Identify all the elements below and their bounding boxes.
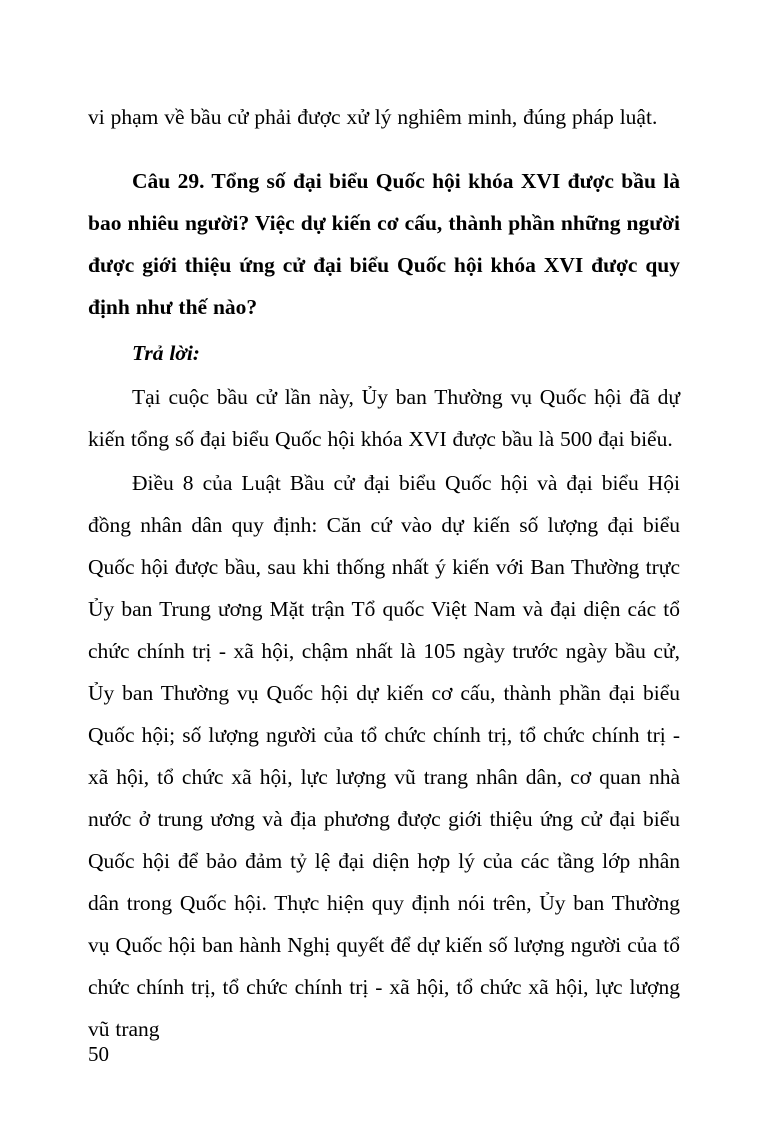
answer-paragraph-1: Tại cuộc bầu cử lần này, Ủy ban Thường vụ Quốc hội đã dự kiến tổng số đại biểu Quốc hội khóa XVI được bầu là 500 đại biểu. bbox=[88, 385, 680, 451]
answer-paragraph-2: Điều 8 của Luật Bầu cử đại biểu Quốc hội và đại biểu Hội đồng nhân dân quy định: Căn cứ vào dự kiến số lượng đại biểu Quốc hội được bầu, sau khi thống nhất ý kiến với Ban Thường trực Ủy ban Trung ương Mặt trận Tổ quốc Việt Nam và đại diện các tổ chức chính trị - xã hội, chậm nhất là 105 ngày trước ngày bầu cử, Ủy ban Thường vụ Quốc hội dự kiến cơ cấu, thành phần đại biểu Quốc hội; số lượng người của tổ chức chính trị, tổ chức chính trị - xã hội, tổ chức xã hội, lực lượng vũ trang nhân dân, cơ quan nhà nước ở trung ương và địa phương được giới thiệu ứng cử đại biểu Quốc hội để bảo đảm tỷ lệ đại diện hợp lý của các tầng lớp nhân dân trong Quốc hội. Thực hiện quy định nói trên, Ủy ban Thường vụ Quốc hội ban hành Nghị quyết để dự kiến số lượng người của tổ chức chính trị, tổ chức chính trị - xã hội, tổ chức xã hội, lực lượng vũ trang bbox=[88, 471, 680, 1041]
answer-label: Trả lời: bbox=[132, 341, 200, 365]
page-number: 50 bbox=[88, 1042, 109, 1066]
page-content bbox=[88, 96, 680, 1050]
paragraph-continued: vi phạm về bầu cử phải được xử lý nghiêm minh, đúng pháp luật. bbox=[88, 105, 658, 129]
question-heading-29: Câu 29. Tổng số đại biểu Quốc hội khóa XVI được bầu là bao nhiêu người? Việc dự kiến cơ cấu, thành phần những người được giới thiệu ứng cử đại biểu Quốc hội khóa XVI được quy định như thế nào? bbox=[88, 169, 680, 319]
